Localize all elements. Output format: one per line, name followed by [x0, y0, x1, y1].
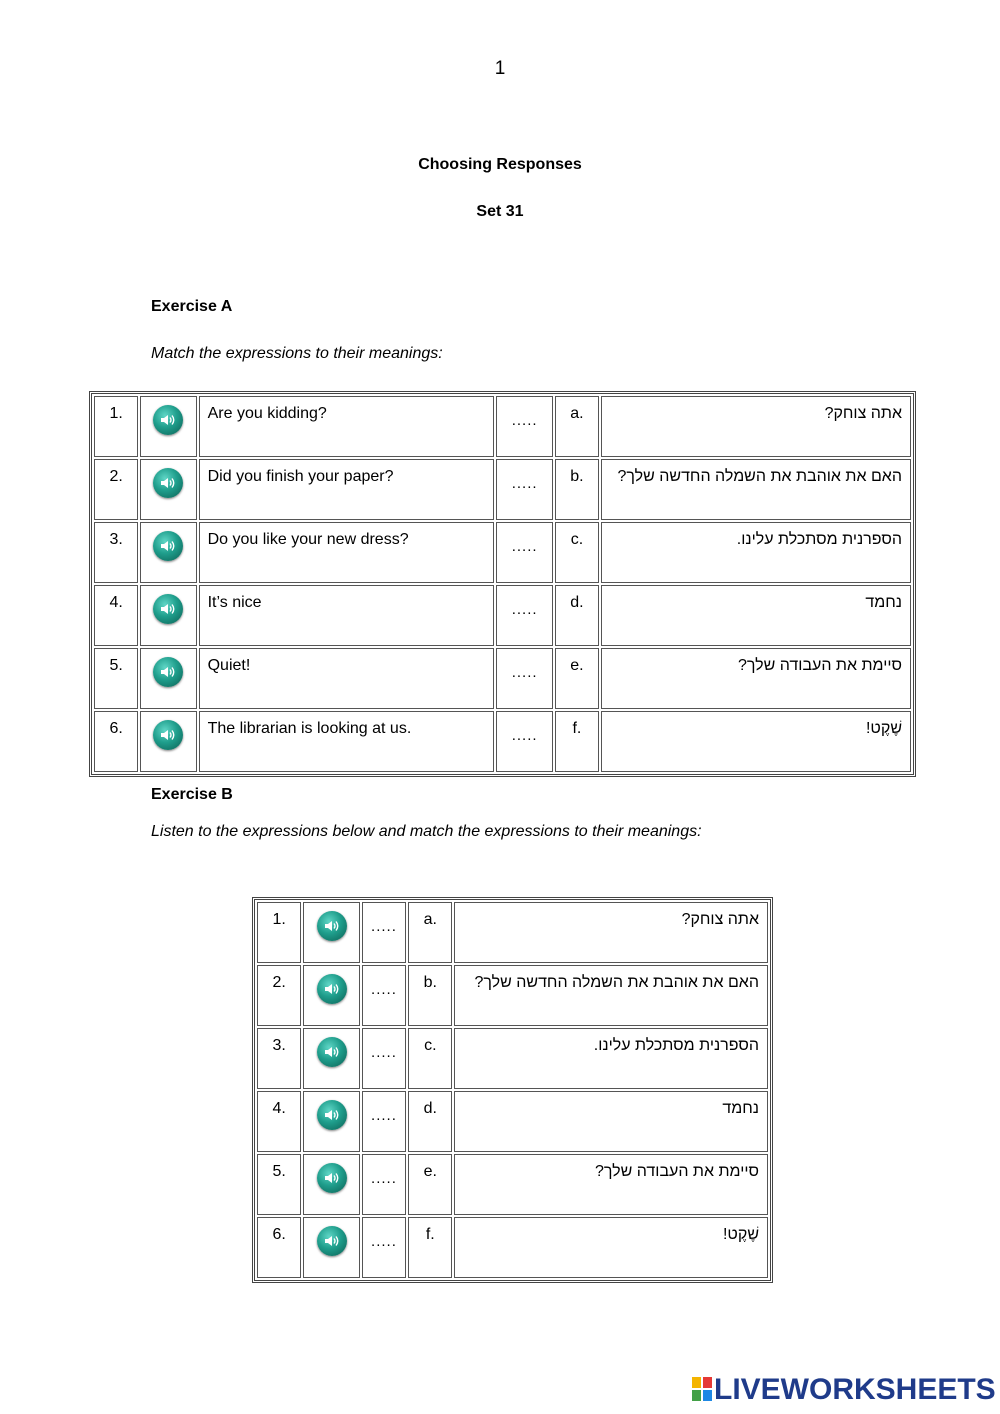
- item-number: 5.: [94, 648, 138, 709]
- answer-blank[interactable]: .....: [496, 711, 552, 772]
- answer-blank[interactable]: .....: [362, 965, 406, 1026]
- page-number: 1: [494, 58, 506, 79]
- item-number: 6.: [94, 711, 138, 772]
- logo-mark-icon: [692, 1377, 712, 1401]
- exercise-b-instruction: Listen to the expressions below and match the expressions to their meanings:: [151, 823, 702, 840]
- answer-blank[interactable]: .....: [362, 902, 406, 963]
- audio-cell: [303, 902, 359, 963]
- table-row: [94, 711, 911, 772]
- table-row: [257, 1091, 768, 1152]
- hebrew-meaning: אתה צוחק?: [454, 902, 768, 963]
- audio-cell: [303, 965, 359, 1026]
- exercise-a-heading: Exercise A: [151, 298, 233, 315]
- speaker-icon[interactable]: [317, 974, 347, 1004]
- speaker-icon[interactable]: [153, 405, 183, 435]
- meaning-letter: e.: [408, 1154, 452, 1215]
- meaning-letter: e.: [555, 648, 599, 709]
- table-row: [257, 1154, 768, 1215]
- meaning-letter: c.: [408, 1028, 452, 1089]
- english-expression: Do you like your new dress?: [199, 522, 495, 583]
- meaning-letter: d.: [408, 1091, 452, 1152]
- item-number: 3.: [94, 522, 138, 583]
- hebrew-meaning: נחמד: [454, 1091, 768, 1152]
- hebrew-meaning: הספרנית מסתכלת עלינו.: [601, 522, 911, 583]
- speaker-icon[interactable]: [317, 1100, 347, 1130]
- answer-blank[interactable]: .....: [496, 648, 552, 709]
- answer-blank[interactable]: .....: [362, 1217, 406, 1278]
- item-number: 4.: [257, 1091, 301, 1152]
- meaning-letter: f.: [555, 711, 599, 772]
- english-expression: The librarian is looking at us.: [199, 711, 495, 772]
- exercise-b-table: [252, 897, 773, 1283]
- answer-blank[interactable]: .....: [496, 522, 552, 583]
- audio-cell: [303, 1091, 359, 1152]
- audio-cell: [303, 1154, 359, 1215]
- answer-blank[interactable]: .....: [362, 1091, 406, 1152]
- hebrew-meaning: נחמד: [601, 585, 911, 646]
- meaning-letter: a.: [408, 902, 452, 963]
- hebrew-meaning: שֶׁקֶט!: [601, 711, 911, 772]
- speaker-icon[interactable]: [317, 1163, 347, 1193]
- item-number: 2.: [257, 965, 301, 1026]
- set-label: Set 31: [476, 203, 524, 220]
- table-row: [94, 522, 911, 583]
- audio-cell: [303, 1217, 359, 1278]
- speaker-icon[interactable]: [317, 911, 347, 941]
- hebrew-meaning: שֶׁקֶט!: [454, 1217, 768, 1278]
- liveworksheets-logo: [692, 1373, 996, 1407]
- item-number: 6.: [257, 1217, 301, 1278]
- speaker-icon[interactable]: [153, 657, 183, 687]
- speaker-icon[interactable]: [317, 1037, 347, 1067]
- answer-blank[interactable]: .....: [496, 459, 552, 520]
- item-number: 5.: [257, 1154, 301, 1215]
- audio-cell: [140, 396, 196, 457]
- meaning-letter: a.: [555, 396, 599, 457]
- meaning-letter: b.: [555, 459, 599, 520]
- english-expression: Quiet!: [199, 648, 495, 709]
- answer-blank[interactable]: .....: [496, 585, 552, 646]
- hebrew-meaning: סיימת את העבודה שלך?: [454, 1154, 768, 1215]
- item-number: 2.: [94, 459, 138, 520]
- meaning-letter: f.: [408, 1217, 452, 1278]
- speaker-icon[interactable]: [153, 468, 183, 498]
- audio-cell: [303, 1028, 359, 1089]
- table-row: [94, 396, 911, 457]
- meaning-letter: b.: [408, 965, 452, 1026]
- item-number: 3.: [257, 1028, 301, 1089]
- speaker-icon[interactable]: [153, 594, 183, 624]
- meaning-letter: c.: [555, 522, 599, 583]
- audio-cell: [140, 585, 196, 646]
- answer-blank[interactable]: .....: [362, 1154, 406, 1215]
- worksheet-title: Choosing Responses: [418, 156, 582, 173]
- item-number: 1.: [257, 902, 301, 963]
- hebrew-meaning: האם את אוהבת את השמלה החדשה שלך?: [601, 459, 911, 520]
- audio-cell: [140, 648, 196, 709]
- table-row: [94, 648, 911, 709]
- hebrew-meaning: האם את אוהבת את השמלה החדשה שלך?: [454, 965, 768, 1026]
- exercise-a-table: [89, 391, 916, 777]
- meaning-letter: d.: [555, 585, 599, 646]
- speaker-icon[interactable]: [153, 531, 183, 561]
- table-row: [257, 1028, 768, 1089]
- hebrew-meaning: הספרנית מסתכלת עלינו.: [454, 1028, 768, 1089]
- audio-cell: [140, 711, 196, 772]
- item-number: 1.: [94, 396, 138, 457]
- table-row: [257, 1217, 768, 1278]
- table-row: [257, 902, 768, 963]
- answer-blank[interactable]: .....: [362, 1028, 406, 1089]
- speaker-icon[interactable]: [317, 1226, 347, 1256]
- english-expression: Did you finish your paper?: [199, 459, 495, 520]
- english-expression: It’s nice: [199, 585, 495, 646]
- audio-cell: [140, 459, 196, 520]
- answer-blank[interactable]: .....: [496, 396, 552, 457]
- hebrew-meaning: סיימת את העבודה שלך?: [601, 648, 911, 709]
- speaker-icon[interactable]: [153, 720, 183, 750]
- english-expression: Are you kidding?: [199, 396, 495, 457]
- table-row: [94, 459, 911, 520]
- logo-text: LIVEWORKSHEETS: [714, 1373, 996, 1406]
- table-row: [94, 585, 911, 646]
- audio-cell: [140, 522, 196, 583]
- hebrew-meaning: אתה צוחק?: [601, 396, 911, 457]
- exercise-b-heading: Exercise B: [151, 786, 233, 803]
- table-row: [257, 965, 768, 1026]
- item-number: 4.: [94, 585, 138, 646]
- exercise-a-instruction: Match the expressions to their meanings:: [151, 345, 443, 362]
